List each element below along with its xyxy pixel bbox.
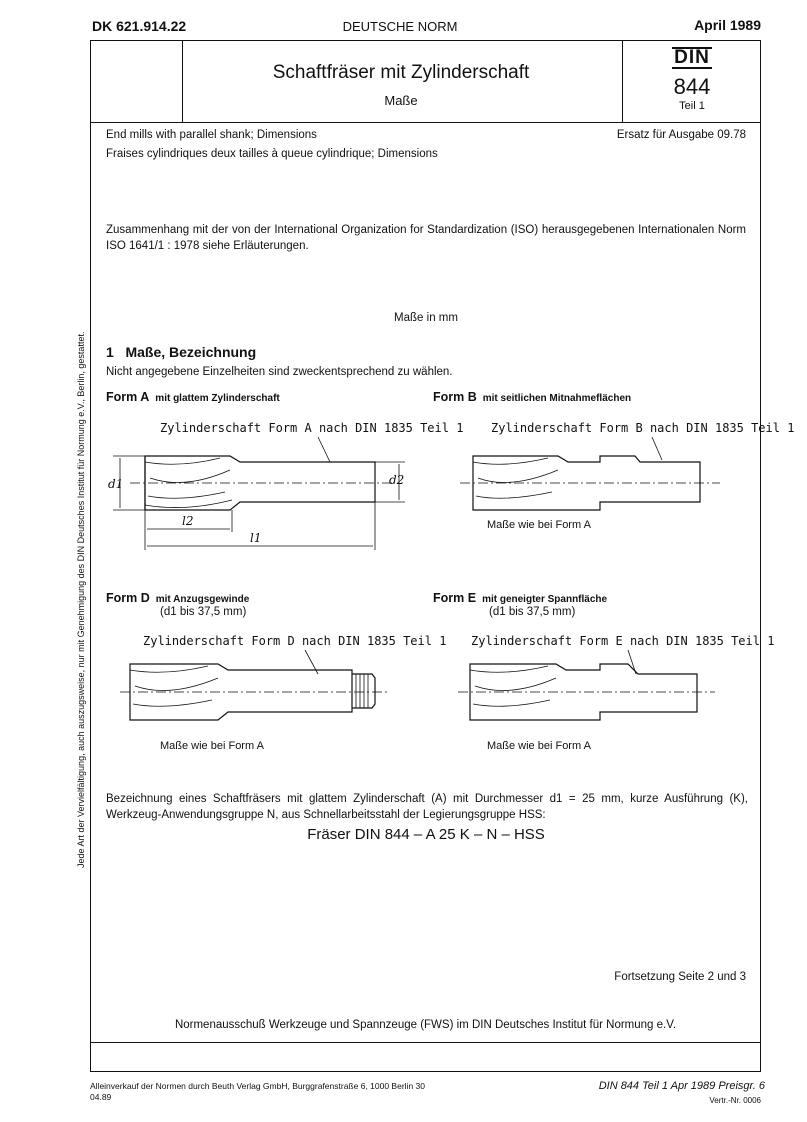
form-d-range: (d1 bis 37,5 mm) [160,606,247,618]
form-a-drawing [108,421,463,550]
form-a-callout: Zylinderschaft Form A nach DIN 1835 Teil 1 [160,421,464,435]
form-a-l1: l1 [250,531,262,545]
french-title: Fraises cylindriques deux tailles à queue cylindrique; Dimensions [106,148,438,160]
form-d-heading: Form D mit Anzugsgewinde [106,591,250,605]
iso-note: Zusammenhang mit der von der International Organization for Standardization (ISO) herausgegebenen Internationalen Norm ISO 1641/1 : 1978 siehe Erläuterungen. [106,224,746,252]
page-title: Schaftfräser mit Zylinderschaft [272,62,530,83]
page-subtitle: Maße [384,93,418,108]
form-a-l2: l2 [182,514,194,528]
form-a-d1: d1 [108,477,124,491]
footer-seller: Alleinverkauf der Normen durch Beuth Verlag GmbH, Burggrafenstraße 6, 1000 Berlin 30 04.89 [90,1081,425,1102]
form-b-heading: Form B mit seitlichen Mitnahmeflächen [433,390,632,404]
din-teil: Teil 1 [679,100,705,112]
form-d-callout: Zylinderschaft Form D nach DIN 1835 Teil 1 [143,634,447,648]
form-b-drawing [460,421,794,531]
ersatz-note: Ersatz für Ausgabe 09.78 [616,129,746,141]
din-logo: DIN [674,47,710,68]
section-text: Nicht angegebene Einzelheiten sind zweckentsprechend zu wählen. [106,366,453,378]
issue-date: April 1989 [694,17,761,33]
designation-example: Fräser DIN 844 – A 25 K – N – HSS [307,826,545,843]
form-e-range: (d1 bis 37,5 mm) [489,606,576,618]
form-a-heading: Form A mit glattem Zylinderschaft [106,390,280,404]
dk-number: DK 621.914.22 [92,18,187,34]
form-e-callout: Zylinderschaft Form E nach DIN 1835 Teil 1 [471,634,775,648]
norm-label: DEUTSCHE NORM [342,19,458,34]
section-number: 1 [106,344,114,360]
form-e-note: Maße wie bei Form A [487,740,591,752]
form-e-drawing [458,634,774,752]
form-b-note: Maße wie bei Form A [487,519,591,531]
footer-ref: DIN 844 Teil 1 Apr 1989 Preisgr. 6 [598,1080,765,1092]
section-title: Maße, Bezeichnung [125,344,257,360]
form-d-note: Maße wie bei Form A [160,740,264,752]
form-e-heading: Form E mit geneigter Spannfläche [433,591,608,605]
copyright-side-note: Jede Art der Vervielfältigung, auch auszugsweise, nur mit Genehmigung des DIN Deutsches Institut für Normung e.V., Berlin, gestattet. [76,331,86,868]
units-note: Maße in mm [394,312,458,324]
form-a-d2: d2 [389,473,405,487]
form-b-callout: Zylinderschaft Form B nach DIN 1835 Teil 1 [491,421,795,435]
english-title: End mills with parallel shank; Dimensions [106,129,317,141]
bottom-divider [91,1042,760,1043]
designation-text: Bezeichnung eines Schaftfräsers mit glattem Zylinderschaft (A) mit Durchmesser d1 = 25 mm, kurze Ausführung (K), Werkzeug-Anwendungsgruppe N, aus Schnellarbeitsstahl der Legierungsgruppe HSS: [106,793,748,821]
footer-vertr: Vertr.-Nr. 0006 [709,1096,761,1105]
committee: Normenausschuß Werkzeuge und Spannzeuge (FWS) im DIN Deutsches Institut für Normung e.V. [174,1019,677,1031]
form-d-drawing [120,634,446,752]
din-number: 844 [673,74,711,99]
continuation-note: Fortsetzung Seite 2 und 3 [614,971,746,983]
